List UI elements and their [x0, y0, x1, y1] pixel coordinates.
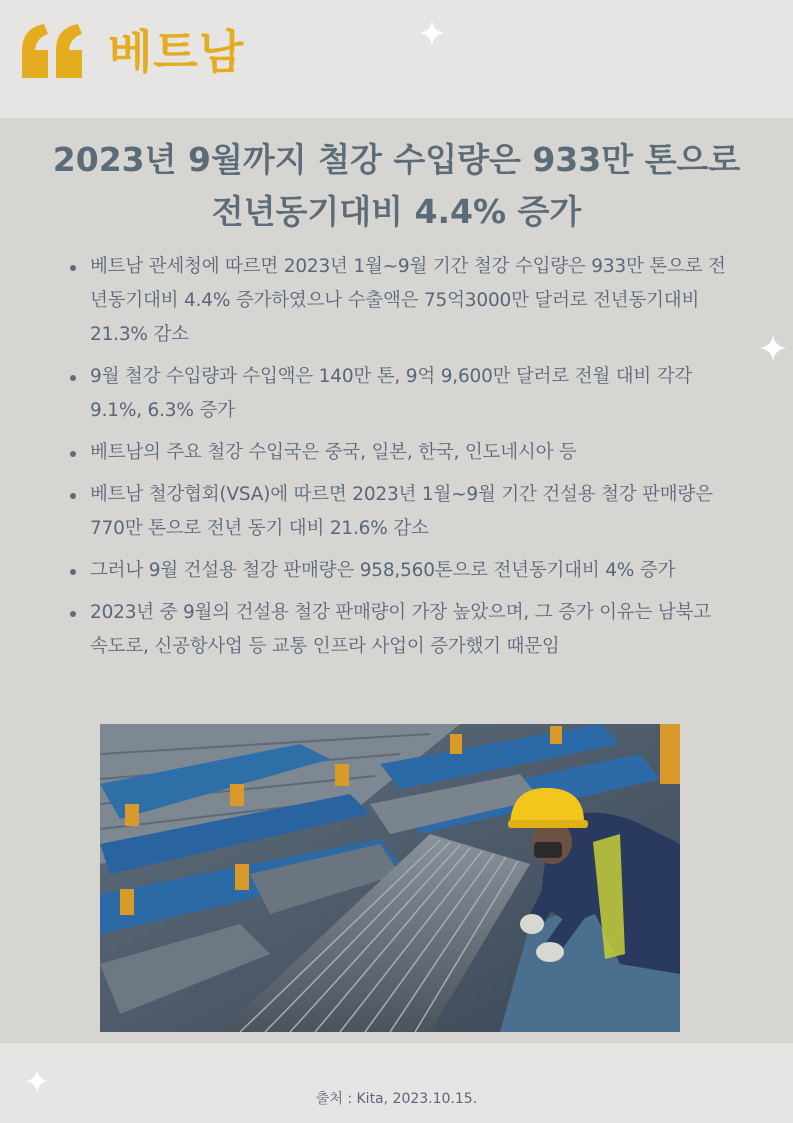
steel-worker-photo	[100, 724, 680, 1032]
page-title-line-1: 2023년 9월까지 철강 수입량은 933만 톤으로	[52, 140, 741, 179]
header-band	[0, 0, 793, 118]
bullet-item: 2023년 중 9월의 건설용 철강 판매량이 가장 높았으며, 그 증가 이유는 남북고속도로, 신공항사업 등 교통 인프라 사업이 증가했기 때문임	[68, 596, 728, 664]
sparkle-icon	[760, 334, 786, 362]
header-title: 베트남	[108, 25, 245, 79]
sparkle-icon	[420, 20, 444, 46]
page-title-line-2: 전년동기대비 4.4% 증가	[211, 192, 582, 231]
source-citation: 출처 : Kita, 2023.10.15.	[315, 1091, 478, 1107]
bullet-list	[68, 250, 728, 672]
page-title	[0, 134, 793, 238]
bullet-item: 베트남 철강협회(VSA)에 따르면 2023년 1월~9월 기간 건설용 철강 판매량은 770만 톤으로 전년 동기 대비 21.6% 감소	[68, 478, 728, 546]
bullet-item: 베트남 관세청에 따르면 2023년 1월~9월 기간 철강 수입량은 933만 톤으로 전년동기대비 4.4% 증가하였으나 수출액은 75억3000만 달러로 전년동기대비 21.3% 감소	[68, 250, 728, 352]
bullet-item: 그러나 9월 건설용 철강 판매량은 958,560톤으로 전년동기대비 4% 증가	[68, 554, 728, 588]
bullet-item: 베트남의 주요 철강 수입국은 중국, 일본, 한국, 인도네시아 등	[68, 436, 728, 470]
footer-band	[0, 1043, 793, 1123]
steel-mill-illustration	[100, 724, 680, 1032]
quote-mark-icon	[18, 20, 86, 80]
bullet-item: 9월 철강 수입량과 수입액은 140만 톤, 9억 9,600만 달러로 전월 대비 각각 9.1%, 6.3% 증가	[68, 360, 728, 428]
